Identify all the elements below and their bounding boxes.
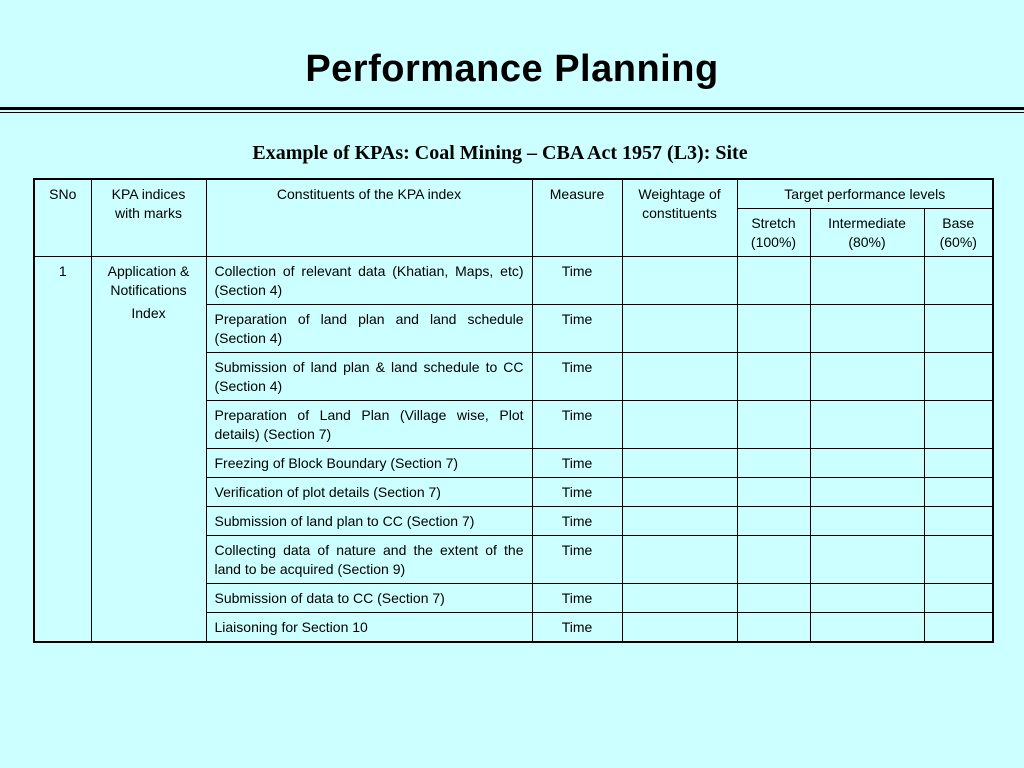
- intermediate-cell: [810, 507, 924, 536]
- weightage-cell: [622, 536, 737, 584]
- base-cell: [924, 257, 993, 305]
- base-cell: [924, 507, 993, 536]
- weightage-cell: [622, 613, 737, 643]
- constituent-cell: Collection of relevant data (Khatian, Maps, etc) (Section 4): [206, 257, 532, 305]
- title-divider-thin: [0, 112, 1024, 113]
- intermediate-cell: [810, 536, 924, 584]
- constituent-cell: Collecting data of nature and the extent of the land to be acquired (Section 9): [206, 536, 532, 584]
- constituent-cell: Liaisoning for Section 10: [206, 613, 532, 643]
- kpa-index-label: Index: [131, 305, 166, 321]
- header-constituents: Constituents of the KPA index: [206, 179, 532, 257]
- header-target-levels: Target performance levels: [737, 179, 993, 209]
- intermediate-cell: [810, 584, 924, 613]
- stretch-cell: [737, 507, 810, 536]
- weightage-cell: [622, 305, 737, 353]
- measure-cell: Time: [532, 613, 622, 643]
- header-sno: SNo: [34, 179, 91, 257]
- measure-cell: Time: [532, 305, 622, 353]
- title-divider-thick: [0, 107, 1024, 110]
- measure-cell: Time: [532, 584, 622, 613]
- constituent-cell: Submission of data to CC (Section 7): [206, 584, 532, 613]
- measure-cell: Time: [532, 257, 622, 305]
- measure-cell: Time: [532, 478, 622, 507]
- base-cell: [924, 305, 993, 353]
- base-cell: [924, 401, 993, 449]
- header-base: Base (60%): [924, 209, 993, 257]
- intermediate-cell: [810, 613, 924, 643]
- kpa-name: Application & Notifications: [107, 263, 190, 298]
- weightage-cell: [622, 584, 737, 613]
- header-stretch: Stretch (100%): [737, 209, 810, 257]
- kpa-index-cell: [91, 257, 206, 643]
- kpa-table: [33, 178, 994, 643]
- weightage-cell: [622, 353, 737, 401]
- stretch-cell: [737, 584, 810, 613]
- table-row: [34, 257, 993, 305]
- stretch-cell: [737, 401, 810, 449]
- intermediate-cell: [810, 353, 924, 401]
- stretch-cell: [737, 536, 810, 584]
- header-intermediate: Intermediate (80%): [810, 209, 924, 257]
- base-cell: [924, 584, 993, 613]
- measure-cell: Time: [532, 536, 622, 584]
- constituent-cell: Submission of land plan & land schedule to CC (Section 4): [206, 353, 532, 401]
- header-measure: Measure: [532, 179, 622, 257]
- intermediate-cell: [810, 401, 924, 449]
- stretch-cell: [737, 305, 810, 353]
- measure-cell: Time: [532, 507, 622, 536]
- table-body: [34, 257, 993, 643]
- weightage-cell: [622, 449, 737, 478]
- header-weightage: Weightage of constituents: [622, 179, 737, 257]
- table-caption: Example of KPAs: Coal Mining – CBA Act 1957 (L3): Site: [252, 142, 748, 164]
- measure-cell: Time: [532, 353, 622, 401]
- stretch-cell: [737, 353, 810, 401]
- measure-cell: Time: [532, 401, 622, 449]
- weightage-cell: [622, 257, 737, 305]
- stretch-cell: [737, 613, 810, 643]
- weightage-cell: [622, 478, 737, 507]
- base-cell: [924, 449, 993, 478]
- stretch-cell: [737, 257, 810, 305]
- constituent-cell: Freezing of Block Boundary (Section 7): [206, 449, 532, 478]
- constituent-cell: Preparation of Land Plan (Village wise, Plot details) (Section 7): [206, 401, 532, 449]
- constituent-cell: Preparation of land plan and land schedule (Section 4): [206, 305, 532, 353]
- sno-cell: 1: [34, 257, 91, 643]
- base-cell: [924, 353, 993, 401]
- weightage-cell: [622, 401, 737, 449]
- base-cell: [924, 536, 993, 584]
- intermediate-cell: [810, 449, 924, 478]
- base-cell: [924, 613, 993, 643]
- header-kpa-indices: KPA indices with marks: [91, 179, 206, 257]
- base-cell: [924, 478, 993, 507]
- intermediate-cell: [810, 478, 924, 507]
- constituent-cell: Verification of plot details (Section 7): [206, 478, 532, 507]
- measure-cell: Time: [532, 449, 622, 478]
- stretch-cell: [737, 449, 810, 478]
- page-title: Performance Planning: [305, 48, 719, 90]
- intermediate-cell: [810, 257, 924, 305]
- constituent-cell: Submission of land plan to CC (Section 7): [206, 507, 532, 536]
- header-row: [34, 179, 993, 209]
- weightage-cell: [622, 507, 737, 536]
- intermediate-cell: [810, 305, 924, 353]
- stretch-cell: [737, 478, 810, 507]
